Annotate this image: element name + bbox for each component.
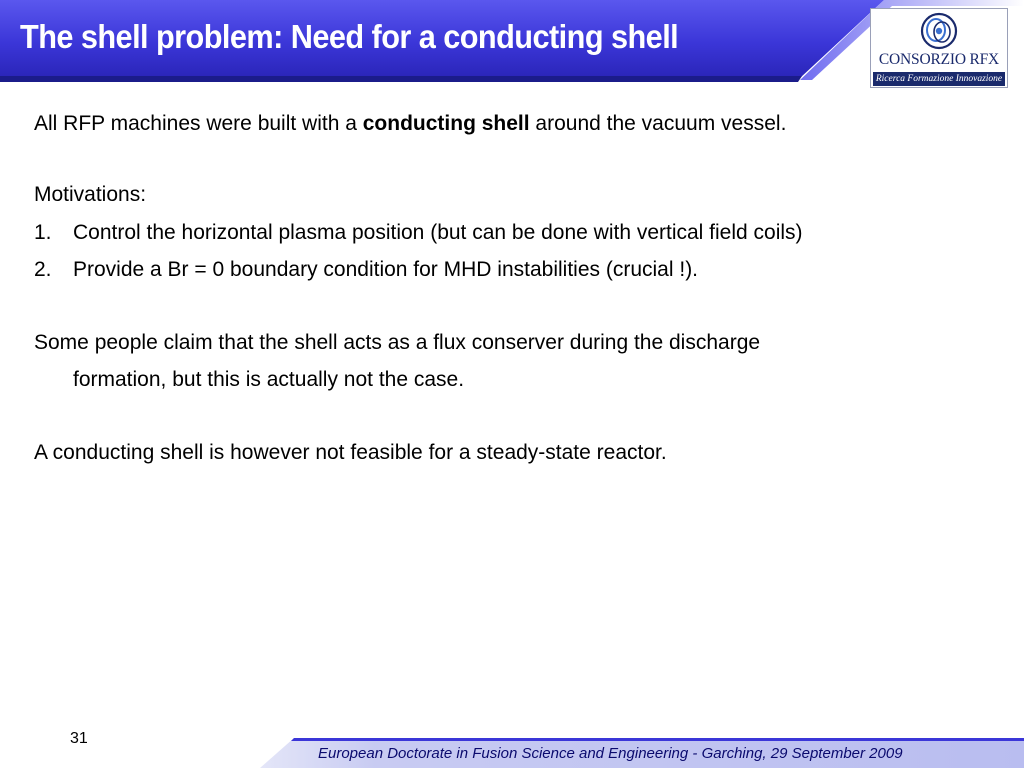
list-item-text: Provide a Br = 0 boundary condition for MHD instabilities (crucial !). bbox=[73, 258, 699, 281]
intro-text-pre: All RFP machines were built with a bbox=[34, 112, 363, 135]
conclusion-paragraph: A conducting shell is however not feasible for a steady-state reactor. bbox=[34, 441, 667, 464]
intro-paragraph bbox=[34, 106, 786, 142]
list-item-number: 2. bbox=[34, 258, 52, 281]
consorzio-rfx-logo bbox=[870, 8, 1008, 88]
page-title: The shell problem: Need for a conducting shell bbox=[20, 18, 679, 55]
list-item-number: 1. bbox=[34, 221, 52, 244]
footer-text: European Doctorate in Fusion Science and Engineering - Garching, 29 September 2009 bbox=[318, 745, 903, 762]
intro-text-post: around the vacuum vessel. bbox=[529, 112, 787, 135]
list-item-text: Control the horizontal plasma position (but can be done with vertical field coils) bbox=[73, 221, 803, 244]
intro-text-bold: conducting shell bbox=[362, 112, 530, 135]
page-number: 31 bbox=[70, 730, 88, 747]
list-item bbox=[34, 252, 994, 288]
claim-paragraph-line2: formation, but this is actually not the case. bbox=[73, 368, 465, 391]
logo-name: CONSORZIO RFX bbox=[878, 51, 1000, 68]
logo-swirl-icon bbox=[919, 11, 959, 51]
motivations-heading: Motivations: bbox=[34, 183, 147, 206]
claim-paragraph-line1: Some people claim that the shell acts as a flux conserver during the discharge bbox=[34, 331, 761, 354]
list-item bbox=[34, 215, 994, 251]
logo-tagline: Ricerca Formazione Innovazione bbox=[873, 72, 1005, 86]
